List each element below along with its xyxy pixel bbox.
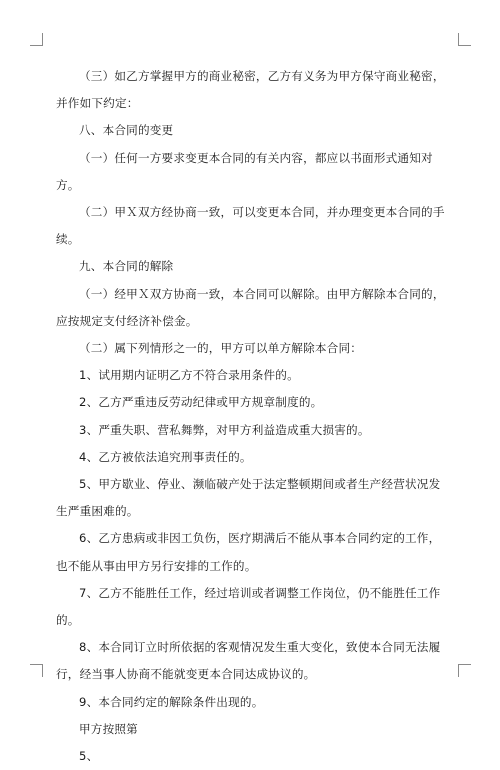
paragraph: （二）属下列情形之一的，甲方可以单方解除本合同： [79,341,363,356]
list-item: 3、严重失职、营私舞弊，对甲方利益造成重大损害的。 [79,422,370,437]
document-body [56,63,446,770]
list-item: 4、乙方被依法追究刑事责任的。 [79,449,252,464]
crop-mark-top-right [458,33,471,46]
list-item: 8、本合同订立时所依据的客观情况发生重大变化，致使本合同无法履行，经当事人协商不能就变更本合同达成协议的。 [56,640,441,682]
paragraph: （一）任何一方要求变更本合同的有关内容，都应以书面形式通知对方。 [56,150,433,192]
paragraph: （三）如乙方掌握甲方的商业秘密，乙方有义务为甲方保守商业秘密，并作如下约定： [56,69,445,111]
section-heading: 九、本合同的解除 [79,259,174,274]
crop-mark-bottom-right [458,664,471,677]
paragraph: （一）经甲Ｘ双方协商一致，本合同可以解除。由甲方解除本合同的，应按规定支付经济补偿金。 [56,286,445,328]
list-item: 6、乙方患病或非因工负伤，医疗期满后不能从事本合同约定的工作，也不能从事由甲方另行安排的工作的。 [56,531,441,573]
paragraph: 甲方按照第 [79,721,138,736]
crop-mark-top-left [30,33,43,46]
list-item: 1、试用期内证明乙方不符合录用条件的。 [79,368,299,383]
list-item: 7、乙方不能胜任工作，经过培训或者调整工作岗位，仍不能胜任工作的。 [56,585,441,628]
paragraph: 5、 [79,749,99,764]
crop-mark-bottom-left [30,664,43,677]
section-heading: 八、本合同的变更 [79,123,174,138]
list-item: 9、本合同约定的解除条件出现的。 [79,694,264,709]
paragraph: （二）甲Ｘ双方经协商一致，可以变更本合同，并办理变更本合同的手续。 [56,205,445,247]
list-item: 5、甲方歇业、停业、濒临破产处于法定整顿期间或者生产经营状况发生严重困难的。 [56,477,441,519]
list-item: 2、乙方严重违反劳动纪律或甲方规章制度的。 [79,395,323,410]
